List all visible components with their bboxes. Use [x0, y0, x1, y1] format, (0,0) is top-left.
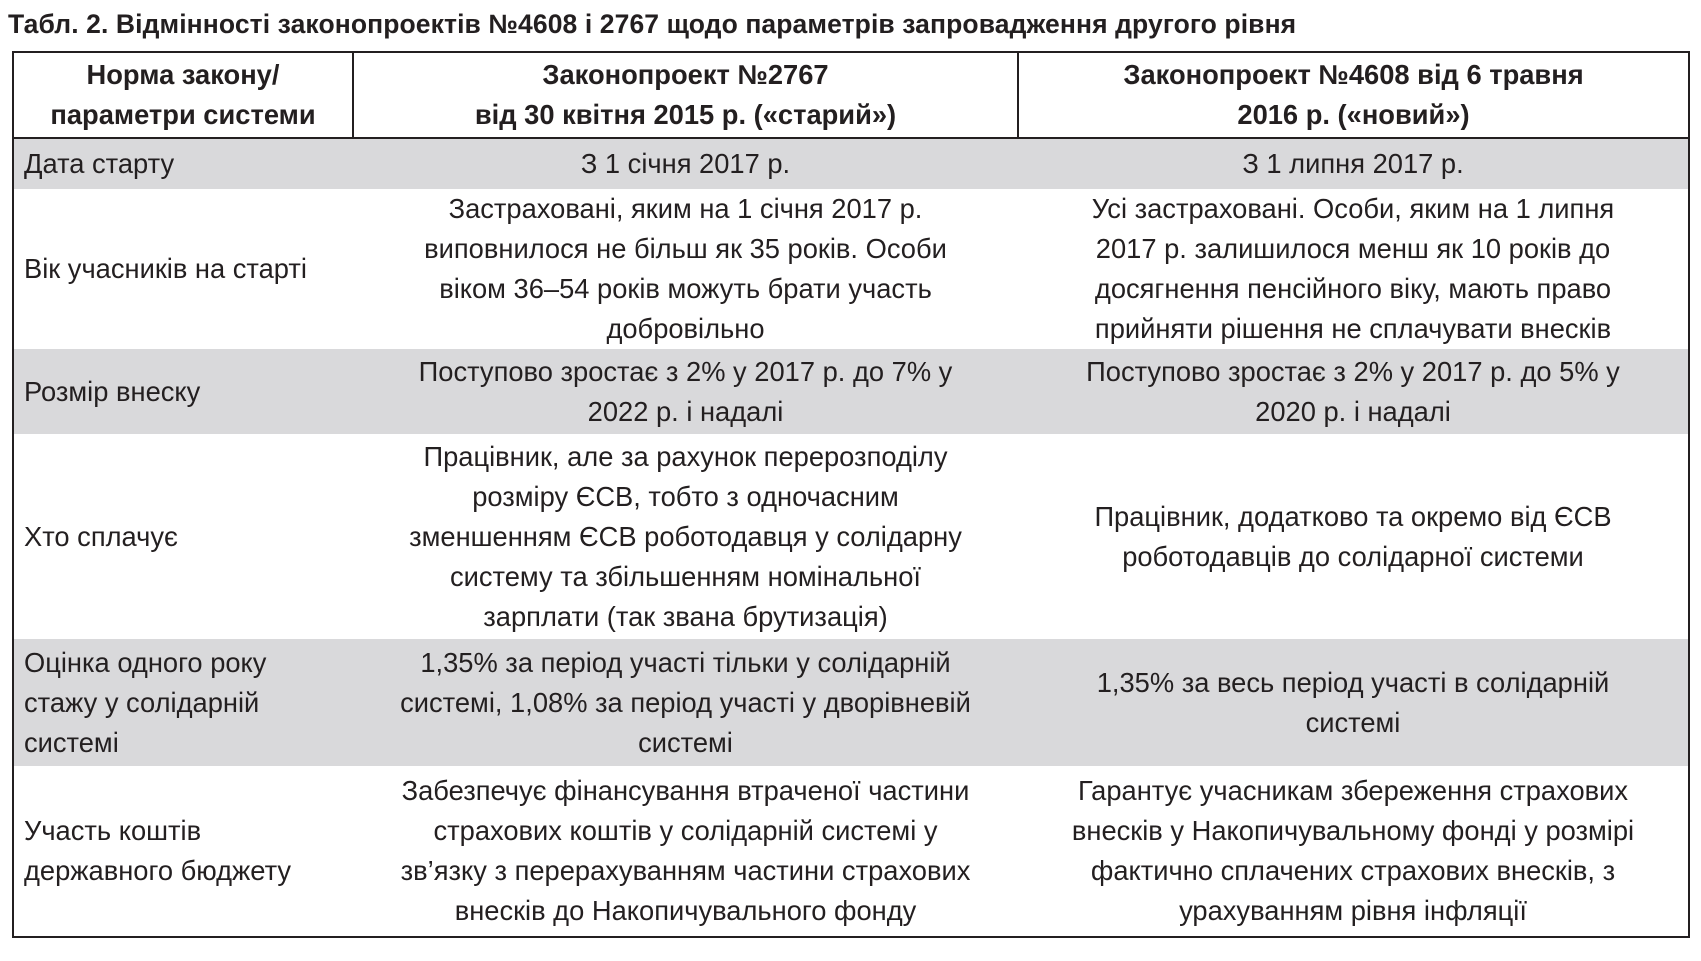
cell-line: З 1 липня 2017 р. [1242, 148, 1464, 179]
cell-line: Гарантує учасникам збереження страхових [1077, 775, 1629, 806]
cell-line: системі [24, 726, 119, 758]
cell-line: зменшенням ЄСВ роботодавця у солідарну [409, 520, 962, 552]
cell-line: віком 36–54 років можуть брати участь [439, 273, 932, 304]
cell-line: системі [638, 726, 733, 758]
cell-line: виповнилося не більш як 35 років. Особи [424, 233, 947, 264]
cell-line: 2020 р. і надалі [1255, 395, 1451, 427]
cell-line: внесків у Накопичувальному фонді у розмірі [1071, 815, 1635, 846]
cell-line: Участь коштів [24, 815, 202, 846]
cell-line: досягнення пенсійного віку, мають право [1094, 273, 1612, 304]
cell-line: розміру ЄСВ, тобто з одночасним [472, 480, 899, 512]
row-label [13, 138, 353, 189]
header-line: від 30 квітня 2015 р. («старий») [474, 99, 897, 130]
table-row [13, 766, 1689, 937]
cell-line: Розмір внеску [24, 375, 201, 407]
cell-line: систему та збільшенням номінальної [450, 560, 921, 592]
header-bill-2767 [353, 52, 1018, 138]
cell-line: Працівник, але за рахунок перерозподілу [423, 440, 948, 472]
table-row [13, 138, 1689, 189]
comparison-table [12, 51, 1690, 938]
cell-line: Дата старту [24, 148, 175, 179]
row-label [13, 434, 353, 639]
cell-line: роботодавців до солідарної системи [1122, 540, 1584, 572]
cell-line: 2017 р. залишилося менш як 10 років до [1095, 233, 1611, 264]
cell-bill-2767 [353, 639, 1018, 766]
cell-line: З 1 січня 2017 р. [580, 148, 791, 179]
cell-line: внесків до Накопичувального фонду [454, 895, 917, 926]
cell-bill-4608 [1018, 138, 1689, 189]
row-label [13, 349, 353, 434]
row-label [13, 766, 353, 937]
cell-line: Забезпечує фінансування втраченої частини [401, 775, 970, 806]
cell-bill-2767 [353, 138, 1018, 189]
cell-line: урахуванням рівня інфляції [1179, 895, 1527, 926]
cell-line: зв’язку з перерахуванням частини страхових [400, 855, 971, 886]
cell-line: добровільно [606, 313, 765, 344]
cell-line: державного бюджету [24, 855, 292, 886]
cell-bill-2767 [353, 766, 1018, 937]
cell-line: Застраховані, яким на 1 січня 2017 р. [448, 193, 923, 224]
cell-bill-4608 [1018, 766, 1689, 937]
header-line: Законопроект №2767 [542, 59, 829, 90]
row-label [13, 639, 353, 766]
cell-line: 1,35% за весь період участі в солідарній [1096, 666, 1610, 698]
cell-line: Поступово зростає з 2% у 2017 р. до 7% у [418, 355, 953, 387]
cell-line: Хто сплачує [24, 520, 178, 552]
cell-line: системі, 1,08% за період участі у дворівневій [400, 686, 971, 718]
cell-line: Усі застраховані. Особи, яким на 1 липня [1091, 193, 1615, 224]
cell-bill-4608 [1018, 189, 1689, 349]
header-norm-parameters [13, 52, 353, 138]
cell-line: Працівник, додатково та окремо від ЄСВ [1094, 500, 1612, 532]
header-line: 2016 р. («новий») [1237, 99, 1470, 130]
cell-line: зарплати (так звана брутизація) [483, 600, 888, 632]
cell-line: фактично сплачених страхових внесків, з [1090, 855, 1616, 886]
row-label [13, 189, 353, 349]
cell-line: страхових коштів у солідарній системі у [433, 815, 938, 846]
cell-line: стажу у солідарній [24, 686, 260, 718]
header-bill-4608 [1018, 52, 1689, 138]
table-row [13, 639, 1689, 766]
header-line: Законопроект №4608 від 6 травня [1123, 59, 1584, 90]
cell-bill-4608 [1018, 639, 1689, 766]
cell-bill-2767 [353, 349, 1018, 434]
table-header-row [13, 52, 1689, 138]
table-row [13, 434, 1689, 639]
table-row [13, 349, 1689, 434]
cell-line: прийняти рішення не сплачувати внесків [1094, 313, 1612, 344]
header-line: Норма закону/ [86, 59, 280, 90]
cell-line: системі [1305, 706, 1401, 738]
table-caption: Табл. 2. Відмінності законопроектів №4608 і 2767 щодо параметрів запровадження другого рівня [8, 9, 1297, 39]
cell-line: Оцінка одного року [24, 646, 267, 678]
cell-line: 2022 р. і надалі [587, 395, 784, 427]
header-line: параметри системи [50, 99, 316, 130]
cell-bill-2767 [353, 434, 1018, 639]
cell-line: 1,35% за період участі тільки у солідарній [420, 646, 951, 678]
cell-bill-2767 [353, 189, 1018, 349]
cell-bill-4608 [1018, 434, 1689, 639]
cell-bill-4608 [1018, 349, 1689, 434]
cell-line: Вік учасників на старті [24, 253, 307, 284]
cell-line: Поступово зростає з 2% у 2017 р. до 5% у [1086, 355, 1620, 387]
table-row [13, 189, 1689, 349]
